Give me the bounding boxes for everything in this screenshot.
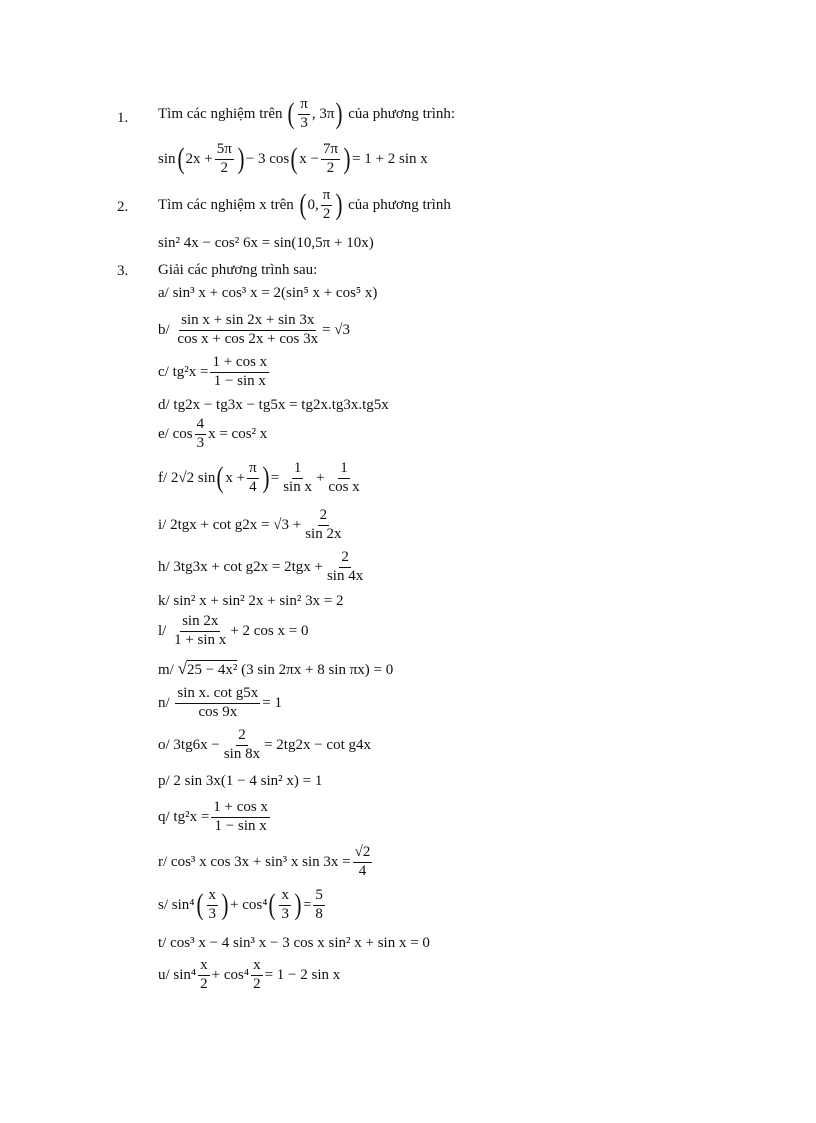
problem-2-equation: sin² 4x − cos² 6x = sin(10,5π + 10x) <box>158 235 374 251</box>
eq-e: e/ cos $\frac{4}{3}$ x = cos² x <box>158 416 268 451</box>
eq-l: l/ $\frac{\sin 2x}{\text{1 + sin x}}$ + 2 cos x = 0 <box>158 613 309 648</box>
eq-i: i/ 2tgx + cot g2x = √3 + $\frac{2}{\sin 2x}$ <box>158 507 342 542</box>
problem-1-statement: Tìm các nghiệm trên ( $\frac{\pi}{3}$ , 3π ) của phương trình: <box>158 96 456 131</box>
problem-3-text: Giải các phương trình sau: <box>158 262 318 278</box>
eq-p: p/ 2 sin 3x(1 − 4 sin² x) = 1 <box>158 773 323 789</box>
problem-1-number: 1. <box>117 110 129 126</box>
eq-u: u/ sin⁴ $\frac{x}{2}$ + cos⁴ $\frac{x}{2}$ = 1 − 2 sin x <box>158 957 341 992</box>
problem-1-equation: sin ( 2x + $\frac{5\pi}{2}$ ) − 3 cos ( x − $\frac{7\pi}{2}$ ) = 1 + 2 sin x <box>158 141 428 176</box>
eq-o: o/ 3tg6x − $\frac{2}{\sin 8x}$ = 2tg2x − cot g4x <box>158 727 371 762</box>
eq-s: s/ sin⁴ ( $\frac{x}{3}$ ) + cos⁴ ( $\frac{x}{3}$ ) = $\frac{5}{8}$ <box>158 887 323 922</box>
eq-c: c/ tg²x = $\frac{\text{1 + cos x}}{\text{1 − sin x}}$ <box>158 354 268 389</box>
problem-1-text: Tìm các nghiệm trên <box>158 105 283 122</box>
problem-2-statement: Tìm các nghiệm x trên ( 0, $\frac{\pi}{2}$ ) của phương trình <box>158 187 451 222</box>
eq-f: f/ 2√2 sin ( x + $\frac{\pi}{4}$ ) = $\frac{1}{\text{sin x}}$ + $\frac{1}{\text{cos x}}$ <box>158 460 360 495</box>
eq-q: q/ tg²x = $\frac{\text{1 + cos x}}{\text{1 − sin x}}$ <box>158 799 269 834</box>
eq-b: b/ $\frac{\text{sin x + sin 2x + sin 3x}}{\text{cos x + cos 2x + cos 3x}}$ = √3 <box>158 312 351 347</box>
eq-k: k/ sin² x + sin² 2x + sin² 3x = 2 <box>158 593 344 609</box>
interval-fraction: $\frac{\pi}{3}$ <box>300 96 308 131</box>
eq-r: r/ cos³ x cos 3x + sin³ x sin 3x = $\frac{√2}{4}$ <box>158 844 371 879</box>
problem-2-number: 2. <box>117 199 129 215</box>
eq-m: m/ √25 − 4x² (3 sin 2πx + 8 sin πx) = 0 <box>158 659 394 678</box>
eq-a: a/ sin³ x + cos³ x = 2(sin⁵ x + cos⁵ x) <box>158 285 378 301</box>
problem-3-number: 3. <box>117 263 129 279</box>
eq-t: t/ cos³ x − 4 sin³ x − 3 cos x sin² x + sin x = 0 <box>158 935 430 951</box>
eq-n: n/ $\frac{\text{sin x. cot g5x}}{\cos 9x}$ = 1 <box>158 685 282 720</box>
eq-h: h/ 3tg3x + cot g2x = 2tgx + $\frac{2}{\sin 4x}$ <box>158 549 364 584</box>
eq-d: d/ tg2x − tg3x − tg5x = tg2x.tg3x.tg5x <box>158 397 389 413</box>
